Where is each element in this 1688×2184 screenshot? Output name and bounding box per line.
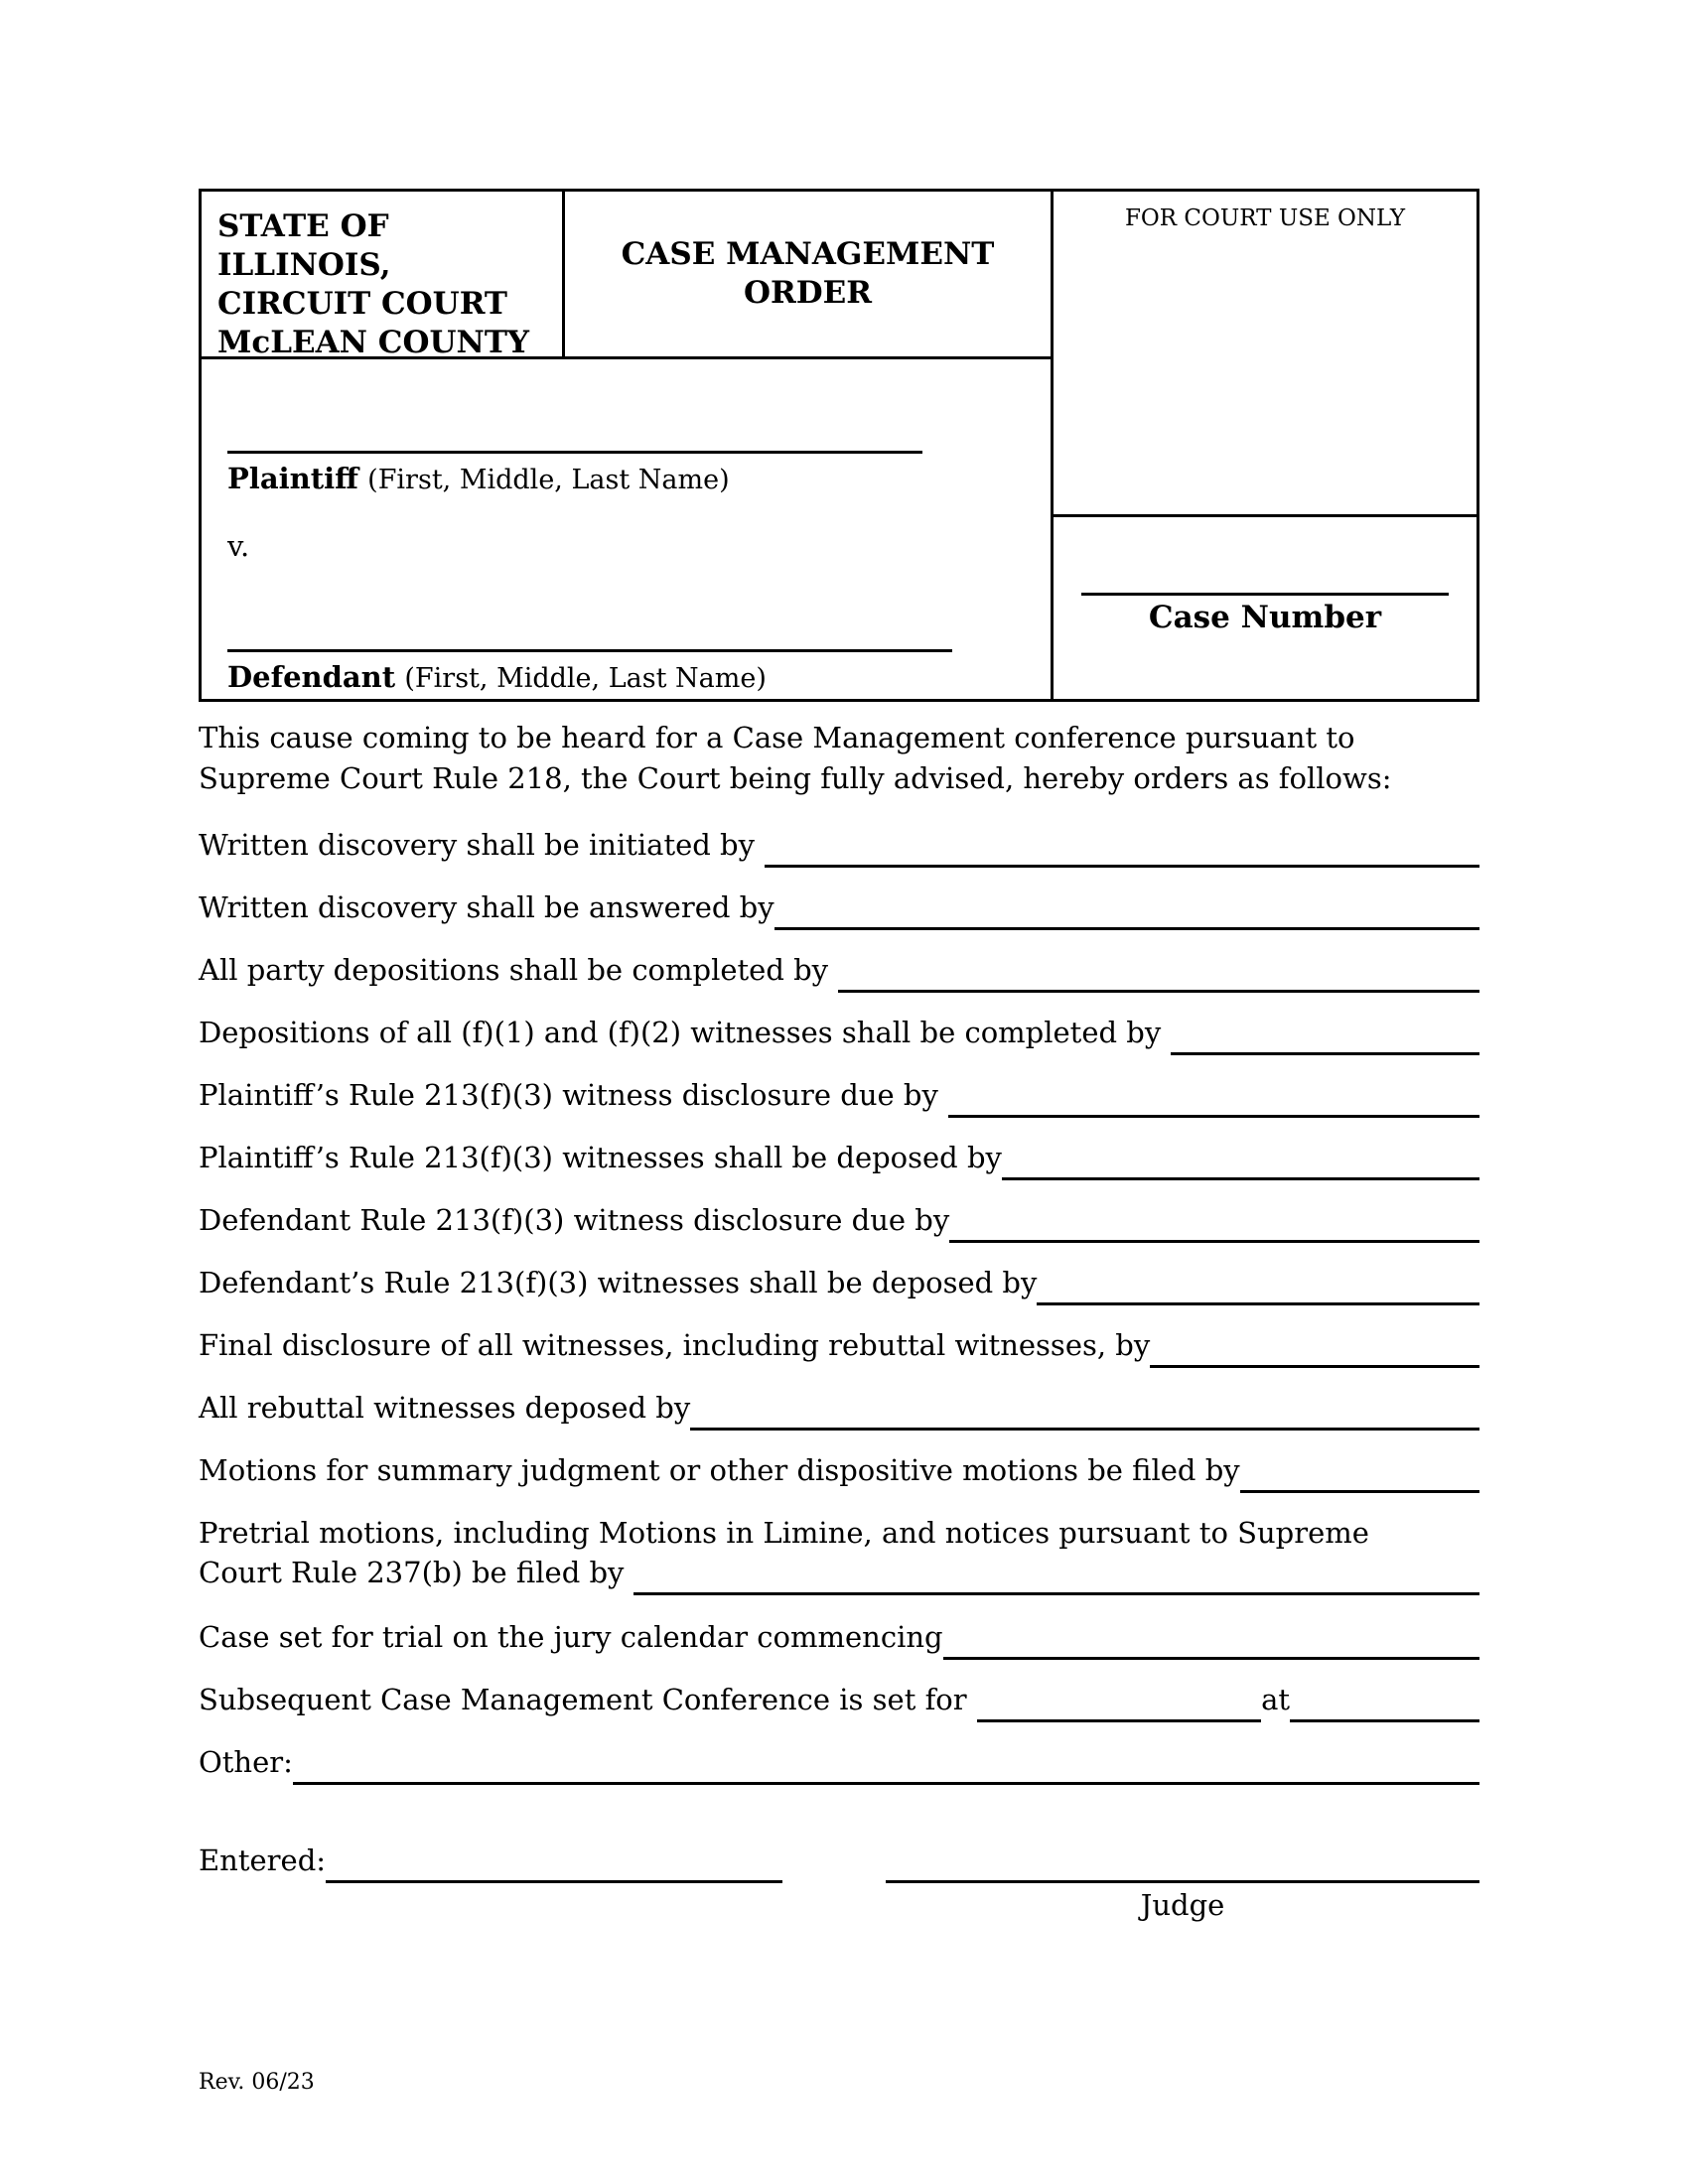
order-label: Depositions of all (f)(1) and (f)(2) witnesses shall be completed by [199, 1016, 1162, 1049]
conference-time-blank[interactable] [1290, 1680, 1479, 1722]
row-f1-f2-depositions [199, 1013, 1479, 1055]
header-left-column [202, 192, 1054, 699]
written-discovery-initiated-blank[interactable] [765, 825, 1479, 868]
dispositive-motions-blank[interactable] [1240, 1450, 1479, 1493]
form-title-line2: ORDER [743, 275, 873, 311]
order-label: Case set for trial on the jury calendar commencing [199, 1620, 943, 1654]
plaintiff-label-row [227, 460, 1051, 499]
case-number-field[interactable] [1081, 593, 1449, 596]
pretrial-motions-blank[interactable] [633, 1553, 1479, 1595]
court-line-state: STATE OF ILLINOIS, [217, 208, 391, 283]
defendant-213f3-disclosure-blank[interactable] [949, 1200, 1479, 1243]
defendant-label-row [227, 658, 1051, 698]
trial-date-blank[interactable] [943, 1617, 1479, 1660]
pretrial-motions-line2-row [199, 1553, 1479, 1595]
court-use-only-label: FOR COURT USE ONLY [1054, 192, 1477, 517]
order-label: Final disclosure of all witnesses, including rebuttal witnesses, by [199, 1328, 1151, 1362]
order-label: Defendant Rule 213(f)(3) witness disclosure due by [199, 1203, 950, 1237]
revision-label: Rev. 06/23 [199, 2070, 315, 2095]
row-rebuttal-witnesses-deposed [199, 1388, 1479, 1431]
intro-line2: Supreme Court Rule 218, the Court being fully advised, hereby orders as follows: [199, 761, 1392, 795]
intro-paragraph [199, 718, 1479, 799]
form-title [565, 192, 1051, 356]
court-line-county: McLEAN COUNTY [217, 325, 530, 360]
row-final-witness-disclosure [199, 1325, 1479, 1368]
row-party-depositions [199, 950, 1479, 993]
rebuttal-witnesses-deposed-blank[interactable] [690, 1388, 1479, 1431]
defendant-name-hint: (First, Middle, Last Name) [404, 663, 767, 694]
row-defendant-213f3-disclosure [199, 1200, 1479, 1243]
final-witness-disclosure-blank[interactable] [1150, 1325, 1479, 1368]
form-content [199, 189, 1479, 1925]
row-case-management-conference [199, 1680, 1479, 1722]
versus-label: v. [227, 529, 250, 563]
court-name-block [202, 192, 565, 360]
plaintiff-name-hint: (First, Middle, Last Name) [367, 465, 730, 495]
court-line-circuit: CIRCUIT COURT [217, 286, 508, 322]
defendant-name-field[interactable] [227, 649, 952, 652]
judge-label: Judge [1140, 1888, 1225, 1922]
defendant-label: Defendant [227, 660, 396, 694]
conference-connector-label: at [1261, 1683, 1291, 1716]
row-trial-date [199, 1617, 1479, 1660]
order-label: Subsequent Case Management Conference is set for [199, 1683, 967, 1716]
form-title-line1: CASE MANAGEMENT [621, 236, 995, 272]
f1-f2-depositions-blank[interactable] [1171, 1013, 1479, 1055]
pretrial-motions-line1: Pretrial motions, including Motions in Limine, and notices pursuant to Supreme [199, 1516, 1369, 1550]
order-label: Defendant’s Rule 213(f)(3) witnesses shall be deposed by [199, 1266, 1038, 1299]
row-written-discovery-initiated [199, 825, 1479, 868]
order-label: Court Rule 237(b) be filed by [199, 1556, 625, 1589]
entered-date-blank[interactable] [326, 1841, 782, 1883]
order-label: Written discovery shall be answered by [199, 890, 774, 924]
row-pretrial-motions [199, 1513, 1479, 1595]
conference-date-blank[interactable] [977, 1680, 1261, 1722]
written-discovery-answered-blank[interactable] [774, 887, 1479, 930]
header-right-column [1054, 192, 1477, 699]
case-number-label: Case Number [1148, 600, 1382, 635]
row-other [199, 1742, 1479, 1785]
order-list [199, 825, 1479, 1785]
order-label: Written discovery shall be initiated by [199, 828, 755, 862]
row-written-discovery-answered [199, 887, 1479, 930]
judge-signature-area [886, 1841, 1479, 1925]
defendant-213f3-deposed-blank[interactable] [1037, 1263, 1479, 1305]
order-label: Plaintiff’s Rule 213(f)(3) witnesses shall be deposed by [199, 1141, 1002, 1174]
header-top-row [202, 192, 1051, 359]
order-label: Plaintiff’s Rule 213(f)(3) witness disclosure due by [199, 1078, 938, 1112]
order-label: Other: [199, 1745, 293, 1779]
plaintiff-label: Plaintiff [227, 462, 358, 495]
order-label: Motions for summary judgment or other dispositive motions be filed by [199, 1453, 1240, 1487]
plaintiff-name-field[interactable] [227, 451, 922, 454]
other-blank[interactable] [293, 1742, 1479, 1785]
plaintiff-213f3-deposed-blank[interactable] [1002, 1138, 1479, 1180]
judge-signature-blank[interactable] [886, 1841, 1479, 1883]
entered-label: Entered: [199, 1843, 327, 1877]
plaintiff-213f3-disclosure-blank[interactable] [948, 1075, 1479, 1118]
header-table [199, 189, 1479, 702]
party-depositions-blank[interactable] [838, 950, 1479, 993]
row-dispositive-motions [199, 1450, 1479, 1493]
parties-section [202, 359, 1051, 699]
row-plaintiff-213f3-disclosure [199, 1075, 1479, 1118]
order-label: All rebuttal witnesses deposed by [199, 1391, 691, 1425]
case-number-box [1054, 517, 1477, 699]
order-label: All party depositions shall be completed by [199, 953, 829, 987]
row-plaintiff-213f3-deposed [199, 1138, 1479, 1180]
intro-line1: This cause coming to be heard for a Case Management conference pursuant to [199, 721, 1355, 754]
row-defendant-213f3-deposed [199, 1263, 1479, 1305]
entered-section [199, 1841, 1479, 1925]
